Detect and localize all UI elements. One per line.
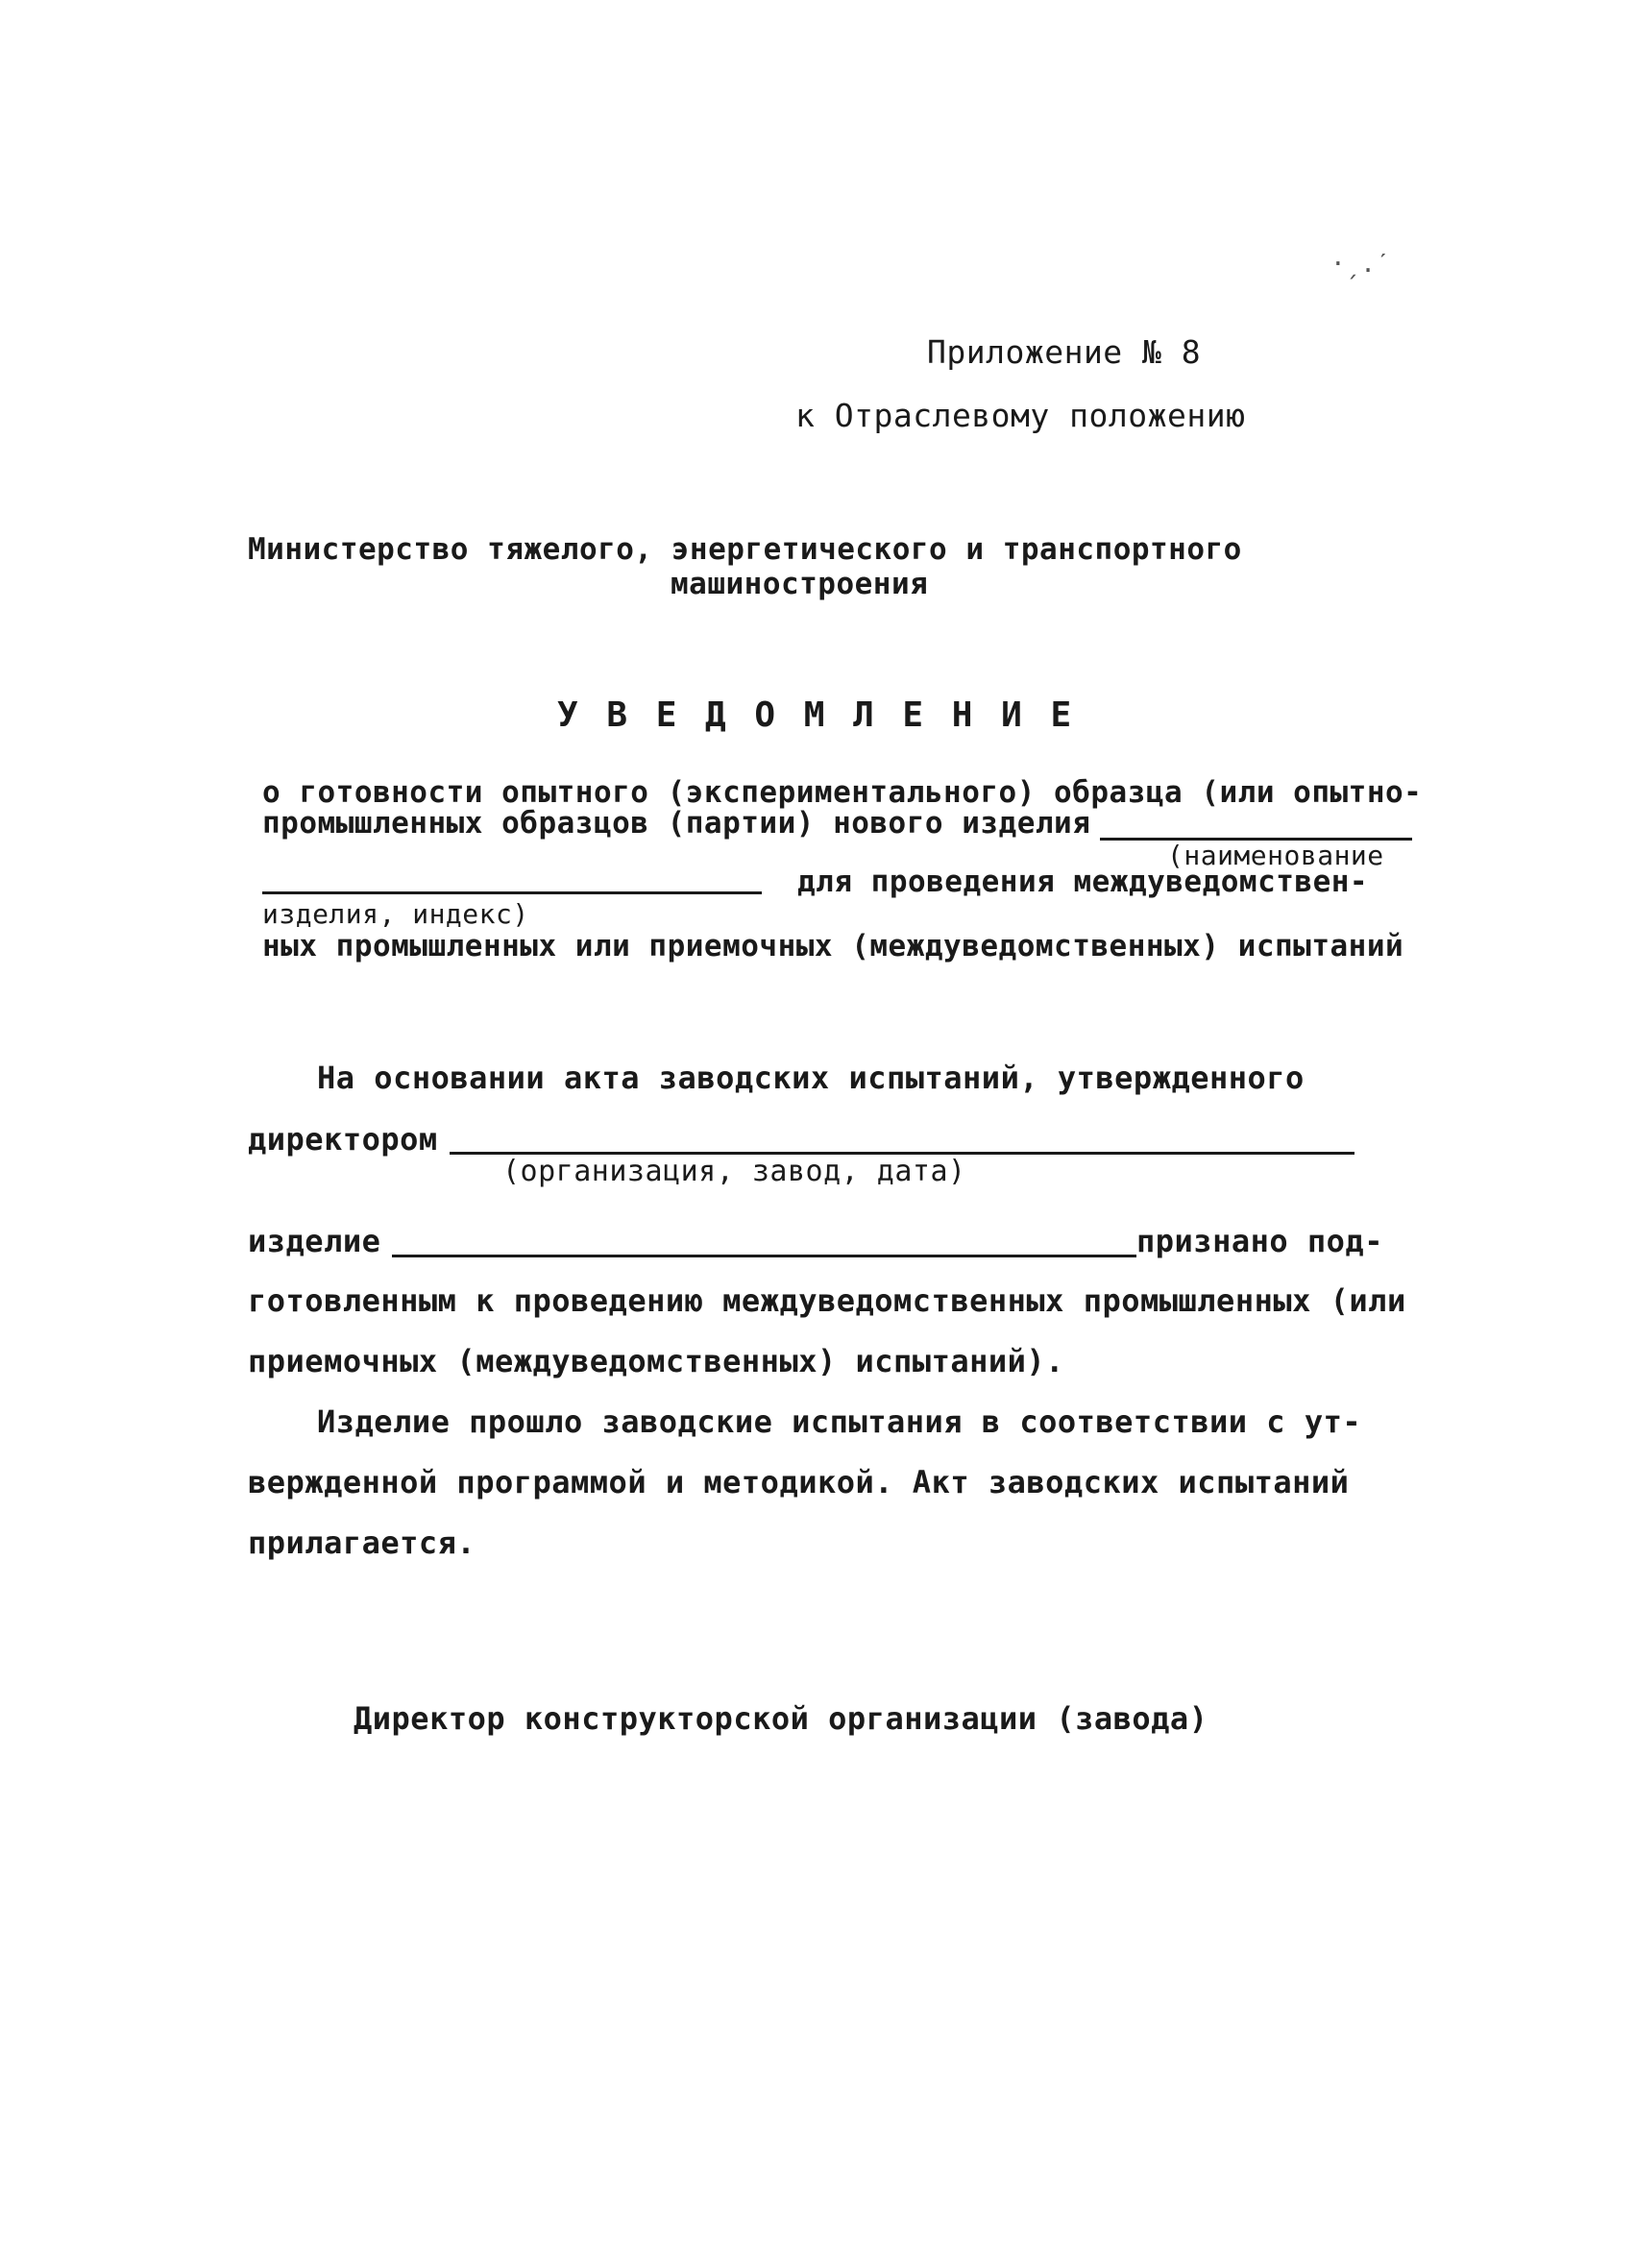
product-label: изделие (248, 1223, 381, 1259)
ministry-line-2: машиностроения (671, 567, 929, 601)
appendix-number: Приложение № 8 (927, 333, 1202, 371)
product-fill-line (392, 1255, 1136, 1257)
body-paragraph-2-line-3: приемочных (междуведомственных) испытаний). (248, 1343, 1064, 1379)
body-paragraph-3-line-2: вержденной программой и методикой. Акт заводских испытаний (248, 1464, 1350, 1500)
director-hint: (организация, завод, дата) (502, 1155, 966, 1188)
document-title: У В Е Д О М Л Е Н И Е (557, 695, 1076, 735)
director-label: директором (248, 1121, 438, 1158)
signature-label: Директор конструкторской организации (завода) (354, 1700, 1208, 1737)
regulation-reference: к Отраслевому положению (795, 397, 1246, 434)
body-paragraph-2-line-2: готовленным к проведению междуведомственных промышленных (или (248, 1282, 1406, 1319)
hint-product-index: изделия, индекс) (262, 898, 529, 930)
body-paragraph-3-line-1: Изделие прошло заводские испытания в соответствии с ут- (317, 1403, 1362, 1440)
product-index-fill-line (262, 891, 762, 894)
subject-line-3-tail: для проведения междуведомствен- (797, 865, 1369, 899)
subject-line-2: промышленных образцов (партии) нового изделия (262, 806, 1091, 841)
subject-line-1: о готовности опытного (экспериментального) образца (или опытно- (262, 775, 1423, 810)
corner-mark: ·̗ .ˊ (1330, 250, 1391, 279)
hint-product-name: (наименование (1167, 840, 1384, 871)
ministry-line-1: Министерство тяжелого, энергетического и транспортного (248, 532, 1242, 567)
subject-line-4: ных промышленных или приемочных (междуведомственных) испытаний (262, 929, 1404, 963)
body-paragraph-3-line-3: прилагается. (248, 1524, 476, 1561)
recognized-text: признано под- (1136, 1223, 1383, 1259)
body-paragraph-1: На основании акта заводских испытаний, утвержденного (317, 1060, 1305, 1096)
